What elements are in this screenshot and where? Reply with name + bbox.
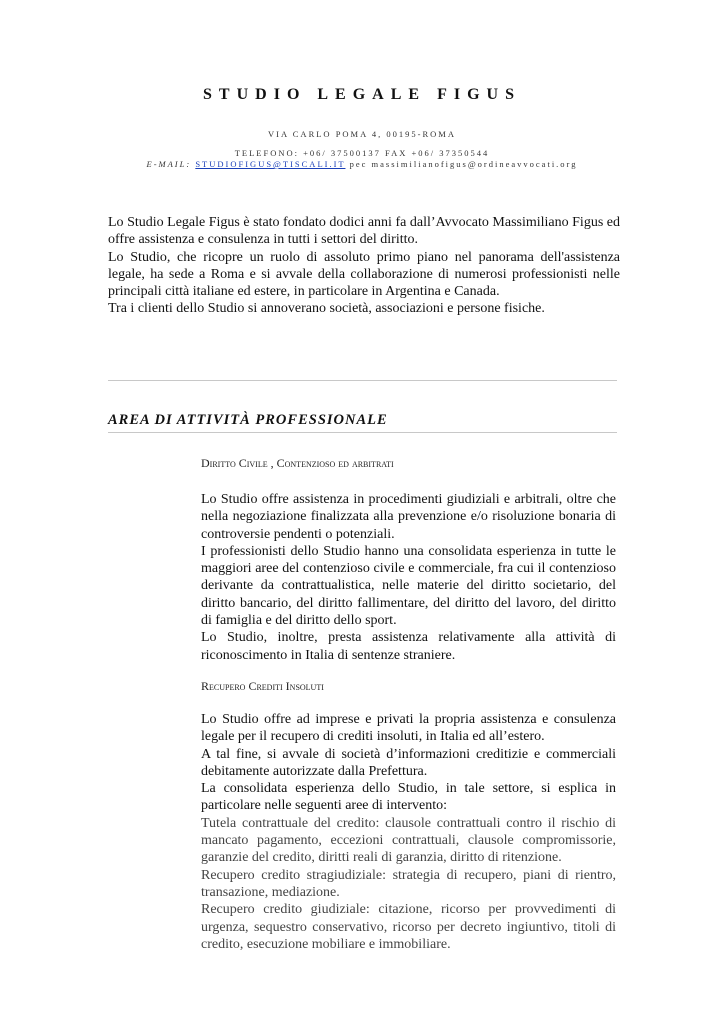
section-title: AREA DI ATTIVITÀ PROFESSIONALE (108, 412, 388, 428)
civil-paragraph: Lo Studio, inoltre, presta assistenza relativamente alla attività di riconoscimento in Italia di sentenze straniere. (201, 630, 616, 663)
address-line: VIA CARLO POMA 4, 00195-ROMA (268, 129, 456, 139)
email-line (0, 159, 724, 169)
civil-law-text (201, 491, 616, 664)
credit-recovery-heading (201, 679, 324, 694)
document-title: STUDIO LEGALE FIGUS (203, 86, 521, 103)
credit-paragraph: Lo Studio offre ad imprese e privati la propria assistenza e consulenza legale per il recupero di crediti insoluti, in Italia ed all’estero. (201, 712, 616, 745)
divider (108, 380, 617, 381)
credit-item: Tutela contrattuale del credito: clausole contrattuali contro il rischio di mancato pagamento, eccezioni contrattuali, clausole compromissorie, garanzie del credito, diritti reali di garanzia, diritto di ritenzione. (201, 815, 616, 866)
credit-paragraph: A tal fine, si avvale di società d’informazioni creditizie e commerciali debitamente autorizzate dalla Prefettura. (201, 746, 616, 779)
civil-paragraph: I professionisti dello Studio hanno una consolidata esperienza in tutte le maggiori aree del contenzioso civile e commerciale, fra cui il contenzioso derivante da contrattualistica, nelle materie del diritto societario, del diritto bancario, del diritto fallimentare, del diritto del lavoro, del diritto di famiglia e del diritto dello sport. (201, 543, 616, 629)
intro-paragraph: Lo Studio, che ricopre un ruolo di assoluto primo piano nel panorama dell'assistenza legale, ha sede a Roma e si avvale della collaborazione di numerosi professionisti nelle principali città italiane ed estere, in particolare in Argentina e Canada. (108, 249, 620, 300)
intro-paragraph: Tra i clienti dello Studio si annoverano società, associazioni e persone fisiche. (108, 301, 545, 317)
civil-paragraph: Lo Studio offre assistenza in procedimenti giudiziali e arbitrali, oltre che nella negoziazione finalizzata alla prevenzione e/o risoluzione bonaria di controversie pendenti o potenziali. (201, 492, 616, 542)
credit-item: Recupero credito giudiziale: citazione, ricorso per provvedimenti di urgenza, sequestro conservativo, ricorso per decreto ingiuntivo, titoli di credito, esecuzione mobiliare e immobiliare. (201, 902, 616, 952)
section-divider (108, 432, 617, 433)
credit-recovery-heading-text: Recupero Crediti Insoluti (201, 679, 324, 693)
civil-law-heading (201, 456, 394, 471)
intro-text (108, 214, 620, 318)
credit-paragraph: La consolidata esperienza dello Studio, in tale settore, si esplica in particolare nelle seguenti aree di intervento: (201, 781, 616, 814)
credit-item: Recupero credito stragiudiziale: strategia di recupero, piani di rientro, transazione, mediazione. (201, 867, 616, 900)
email-link[interactable]: STUDIOFIGUS@TISCALI.IT (195, 159, 346, 169)
civil-law-heading-text: Diritto Civile , Contenzioso ed arbitrati (201, 456, 394, 470)
email-label: E-MAIL: (146, 159, 192, 169)
intro-paragraph: Lo Studio Legale Figus è stato fondato dodici anni fa dall’Avvocato Massimiliano Figus ed offre assistenza e consulenza in tutti i settori del diritto. (108, 215, 620, 248)
phone-line: TELEFONO: +06/ 37500137 FAX +06/ 37350544 (234, 148, 490, 158)
pec-address: pec massimilianofigus@ordineavvocati.org (349, 159, 578, 169)
credit-recovery-text (201, 711, 616, 953)
